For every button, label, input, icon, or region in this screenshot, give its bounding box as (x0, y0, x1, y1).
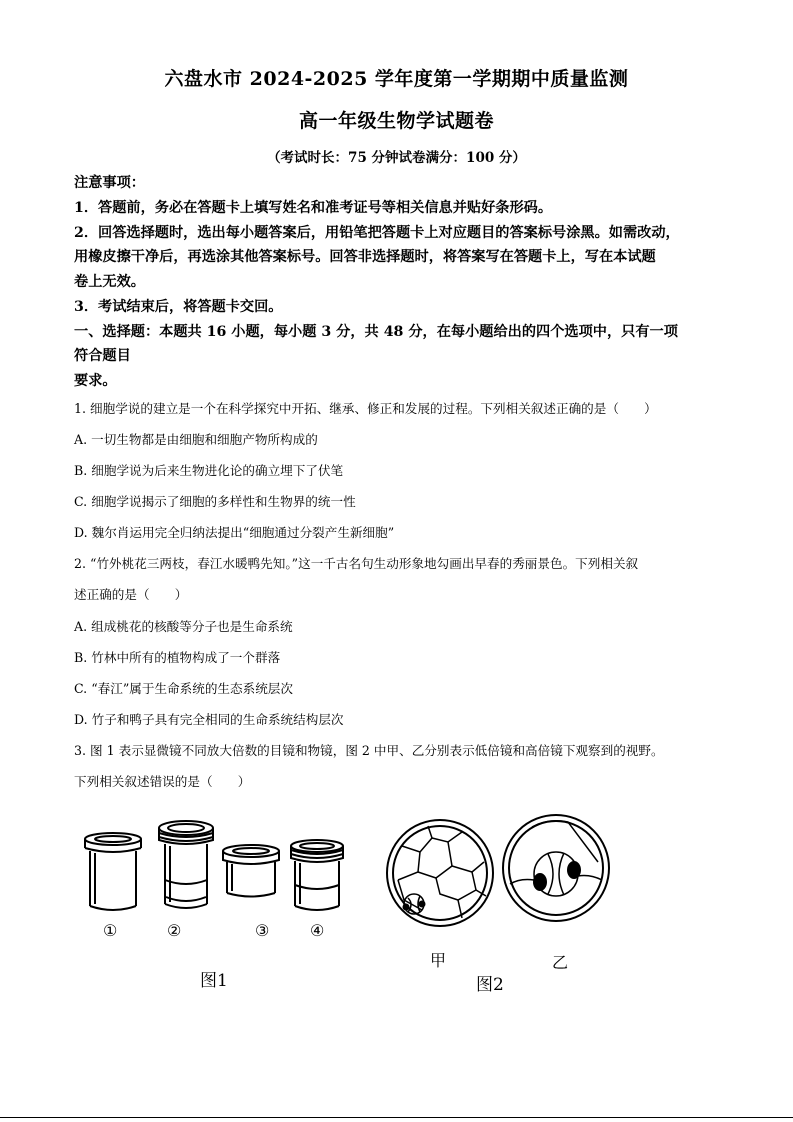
q3-stem-line1: 3. 图 1 表示显微镜不同放大倍数的目镜和物镜，图 2 中甲、乙分别表示低倍镜和高倍镜下观察到的视野。 (74, 743, 664, 758)
page-bottom-rule (0, 1117, 793, 1118)
fig2-caption: 图2 (476, 975, 504, 995)
field-label-yi: 乙 (552, 953, 569, 972)
microscope-lenses-figure (85, 821, 343, 910)
field-of-view-yi (503, 815, 609, 921)
lens-label-3: ③ (255, 921, 270, 940)
q1-option-c: C. 细胞学说揭示了细胞的多样性和生物界的统一性 (74, 494, 356, 509)
lens-2-illustration (159, 821, 213, 908)
q2-option-d: D. 竹子和鸭子具有完全相同的生命系统结构层次 (74, 712, 344, 727)
lens-label-2: ② (167, 921, 182, 940)
lens-3-illustration (223, 845, 279, 897)
q2-option-b: B. 竹林中所有的植物构成了一个群落 (74, 650, 281, 665)
exam-info: （考试时长：75 分钟试卷满分：100 分） (267, 150, 526, 166)
field-of-view-jia (387, 820, 493, 926)
lens-1-illustration (85, 833, 141, 910)
q2-option-a: A. 组成桃花的核酸等分子也是生命系统 (74, 619, 293, 634)
q2-option-c: C. “春江”属于生命系统的生态系统层次 (74, 681, 293, 696)
fig1-caption: 图1 (200, 971, 228, 991)
section1-line1: 一、选择题：本题共 16 小题，每小题 3 分，共 48 分，在每小题给出的四个选项中，只有一项 (74, 324, 678, 340)
section1-line2: 符合题目 (74, 348, 131, 364)
note-item-3: 3．考试结束后，将答题卡交回。 (74, 299, 283, 315)
q3-stem-line2: 下列相关叙述错误的是（ ） (74, 774, 251, 789)
q1-option-b: B. 细胞学说为后来生物进化论的确立埋下了伏笔 (74, 463, 344, 478)
field-label-jia: 甲 (430, 951, 447, 970)
note-item-2-line1: 2．回答选择题时，选出每小题答案后，用铅笔把答题卡上对应题目的答案标号涂黑。如需改动， (74, 225, 680, 241)
q2-stem-line2: 述正确的是（ ） (74, 587, 188, 602)
note-item-2-line3: 卷上无效。 (74, 274, 145, 290)
q2-stem-line1: 2. “竹外桃花三两枝，春江水暖鸭先知。”这一千古名句生动形象地勾画出早春的秀丽景色。下列相关叙 (74, 556, 639, 571)
section1-line3: 要求。 (74, 373, 117, 389)
note-item-1: 1．答题前，务必在答题卡上填写姓名和准考证号等相关信息并贴好条形码。 (74, 200, 553, 216)
exam-title: 六盘水市 2024-2025 学年度第一学期期中质量监测 (164, 68, 629, 90)
q1-option-d: D. 魏尔肖运用完全归纳法提出“细胞通过分裂产生新细胞” (74, 525, 395, 540)
q1-option-a: A. 一切生物都是由细胞和细胞产物所构成的 (74, 432, 318, 447)
lens-4-illustration (291, 840, 343, 910)
lens-label-1: ① (103, 921, 118, 940)
notes-heading: 注意事项： (74, 175, 145, 191)
q1-stem: 1. 细胞学说的建立是一个在科学探究中开拓、继承、修正和发展的过程。下列相关叙述正确的是（ ） (74, 401, 657, 416)
lens-label-4: ④ (310, 921, 325, 940)
q3-figure (0, 800, 793, 1000)
exam-subtitle: 高一年级生物学试题卷 (298, 110, 494, 132)
note-item-2-line2: 用橡皮擦干净后，再选涂其他答案标号。回答非选择题时，将答案写在答题卡上，写在本试题 (74, 249, 656, 265)
